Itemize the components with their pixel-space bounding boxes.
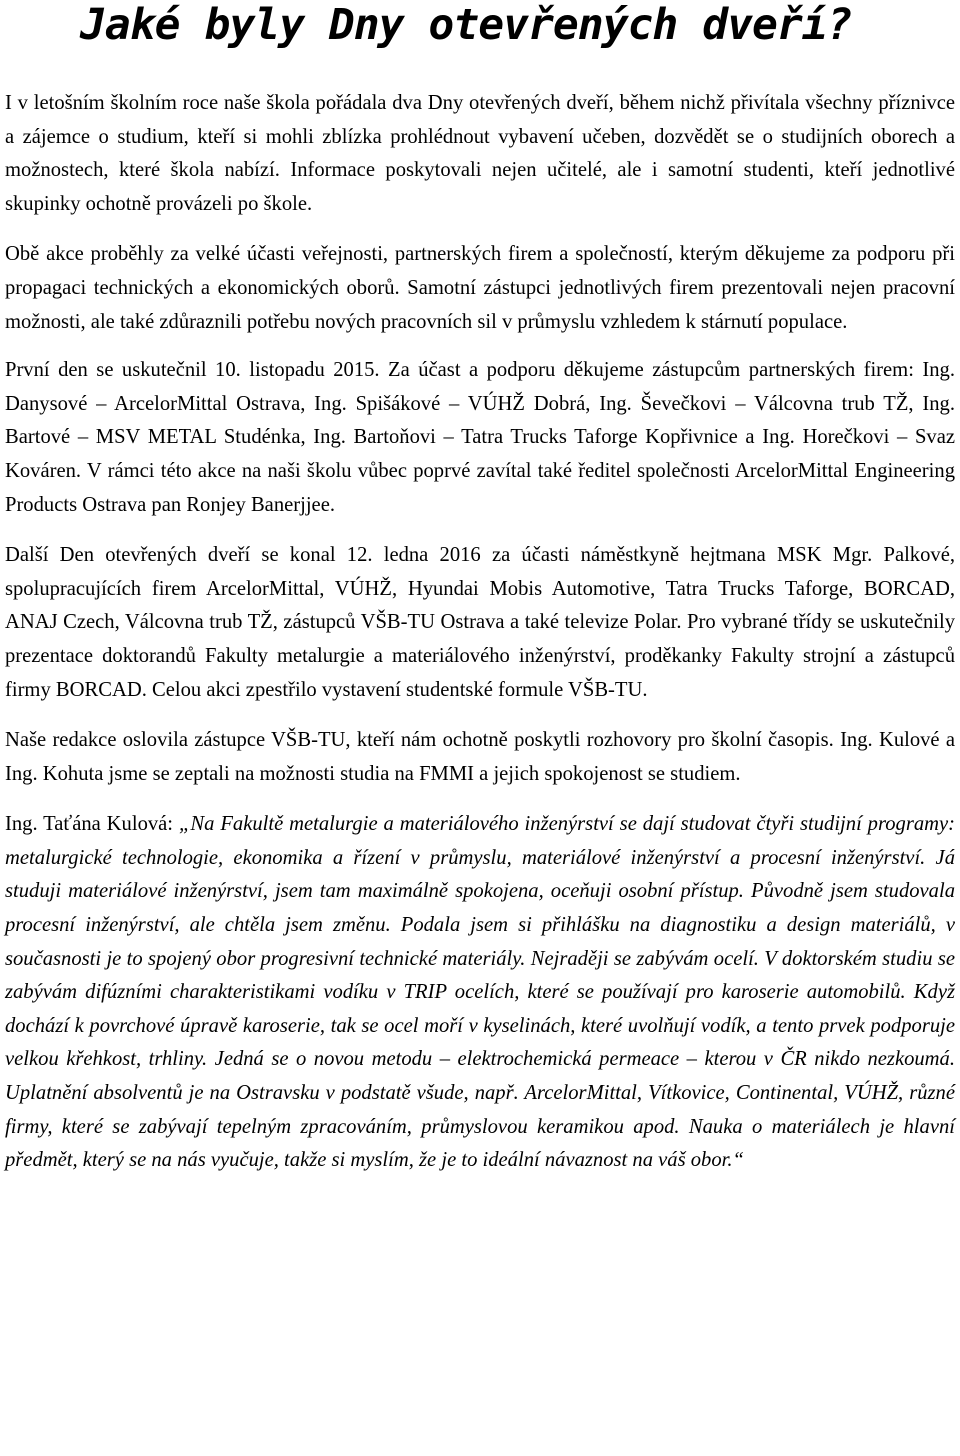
interview-speaker: Ing. Taťána Kulová: xyxy=(5,813,174,836)
paragraph-first-day: První den se uskutečnil 10. listopadu 2015. Za účast a podporu děkujeme zástupcům partnerských firem: Ing. Danysové – ArcelorMittal Ostrava, Ing. Spišákové – VÚHŽ Dobrá, Ing. Ševečkovi – Válcovna trub TŽ, Ing. Bartové – MSV METAL Studénka, Ing. Bartoňovi – Tatra Trucks Taforge Kopřivnice a Ing. Horečkovi – Svaz Kováren. V rámci této akce na naši školu vůbec poprvé zavítal také ředitel společnosti ArcelorMittal Engineering Products Ostrava pan Ronjey Banerjjee. xyxy=(5,359,955,516)
paragraph-events: Obě akce proběhly za velké účasti veřejnosti, partnerských firem a společností, kterým děkujeme za podporu při propagaci technických a ekonomických oborů. Samotní zástupci jednotlivých firem prezentovali nejen pracovní možnosti, ale také zdůraznili potřebu nových pracovních sil v průmyslu vzhledem k stárnutí populace. xyxy=(5,243,955,333)
paragraph-second-day: Další Den otevřených dveří se konal 12. ledna 2016 za účasti náměstkyně hejtmana MSK Mgr. Palkové, spolupracujících firem ArcelorMittal, VÚHŽ, Hyundai Mobis Automotive, Tatra Trucks Taforge, BORCAD, ANAJ Czech, Válcovna trub TŽ, zástupců VŠB-TU Ostrava a také televize Polar. Pro vybrané třídy se uskutečnily prezentace doktorandů Fakulty metalurgie a materiálového inženýrství, proděkanky Fakulty strojní a zástupců firmy BORCAD. Celou akci zpestřilo vystavení studentské formule VŠB-TU. xyxy=(5,544,955,701)
paragraph-intro: I v letošním školním roce naše škola pořádala dva Dny otevřených dveří, během nichž přivítala všechny příznivce a zájemce o studium, kteří si mohli zblízka prohlédnout vybavení učeben, dozvědět se o studijních oborech a možnostech, které škola nabízí. Informace poskytovali nejen učitelé, ale i samotní studenti, kteří jednotlivé skupinky ochotně provázeli po škole. xyxy=(5,92,955,215)
interview-quote: „Na Fakultě metalurgie a materiálového inženýrství se dají studovat čtyři studijní programy: metalurgické technologie, ekonomika a řízení v průmyslu, materiálové inženýrství a procesní inženýrství. Já studuji materiálové inženýrství, jsem tam maximálně spokojena, oceňuji osobní přístup. Původně jsem studovala procesní inženýrství, ale chtěla jsem změnu. Podala jsem si přihlášku na diagnostiku a design materiálů, v současnosti je to spojený obor progresivní technické materiály. Nejraději se zabývám ocelí. V doktorském studiu se zabývám difúzními charakteristikami vodíku v TRIP ocelích, které se používají pro karoserie automobilů. Když dochází k povrchové úpravě karoserie, tak se ocel moří v kyselinách, které uvolňují vodík, a tento prvek podporuje velkou křehkost, trhliny. Jedná se o novou metodu – elektrochemická permeace – kterou v ČR nikdo nezkoumá. Uplatnění absolventů je na Ostravsku v podstatě všude, např. ArcelorMittal, Vítkovice, Continental, VÚHŽ, různé firmy, které se zabývají tepelným zpracováním, průmyslovou keramikou apod. Nauka o materiálech je hlavní předmět, který se na nás vyučuje, takže si myslím, že je to ideální návaznost na váš obor.“ xyxy=(5,813,956,1172)
article-title: Jaké byly Dny otevřených dveří? xyxy=(80,0,852,50)
paragraph-interview-kulova xyxy=(5,808,955,1178)
paragraph-interviews: Naše redakce oslovila zástupce VŠB-TU, kteří nám ochotně poskytli rozhovory pro školní časopis. Ing. Kulové a Ing. Kohuta jsme se zeptali na možnosti studia na FMMI a jejich spokojenost se studiem. xyxy=(5,729,955,785)
article-body xyxy=(5,87,955,1178)
